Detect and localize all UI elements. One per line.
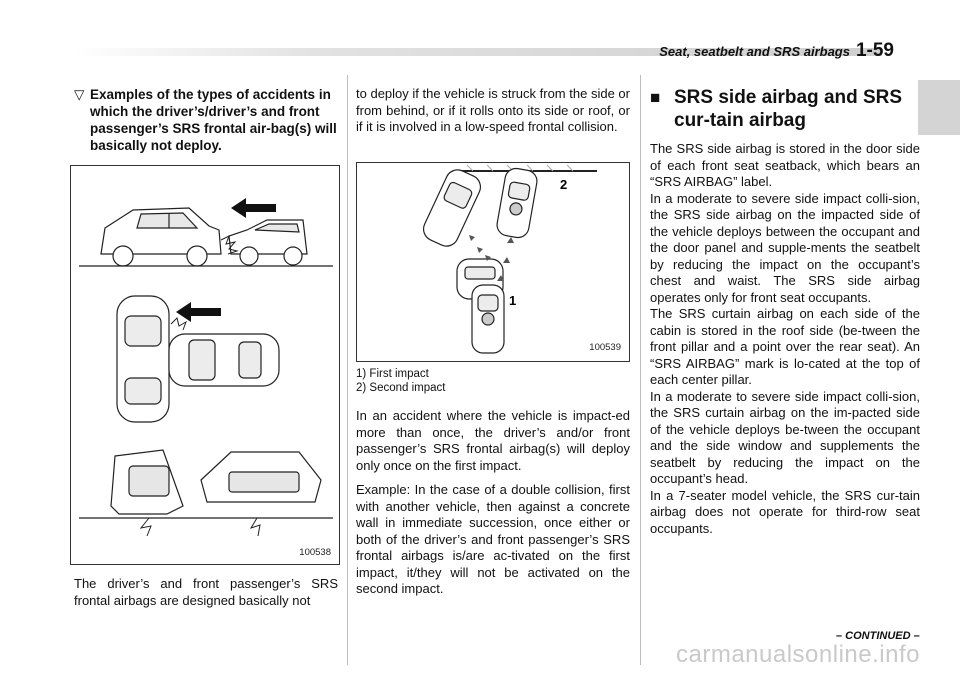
section-heading-text: SRS side airbag and SRS cur-tain airbag: [674, 87, 903, 131]
figure-label-1: 1: [509, 293, 517, 308]
chapter-tab: [918, 80, 960, 135]
left-text-block: [74, 576, 338, 609]
figure-accident-examples: [70, 165, 340, 565]
subheading-text: Examples of the types of accidents in which the driver’s/driver’s and front passenger’s SRS frontal air-bag(s) will basically not deploy.: [90, 87, 337, 153]
section-heading: [650, 86, 918, 132]
left-subheading: [74, 86, 344, 154]
collision-illustration: [357, 163, 629, 361]
caption-first-impact: 1) First impact: [356, 368, 429, 380]
column-divider: [640, 75, 641, 665]
triangle-marker-icon: ▽: [74, 87, 85, 102]
page-header: [659, 40, 894, 62]
accident-illustration: [71, 166, 339, 564]
column-divider: [347, 75, 348, 665]
body-paragraph: to deploy if the vehicle is struck from the side or from behind, or if it rolls onto its side or roof, or if it is involved in a low-speed frontal collision.: [356, 86, 630, 134]
body-paragraph: Example: In the case of a double collision, first with another vehicle, then against a concrete wall in immediate succession, once either or both of the driver’s and front passenger’s SRS frontal airbags is/are ac-tivated on the first impact, it/they will not be activated on the second impact.: [356, 482, 630, 596]
continued-marker: – CONTINUED –: [836, 630, 920, 642]
figure-label-2: 2: [560, 177, 568, 192]
right-text-block: [650, 141, 920, 537]
body-paragraph: In an accident where the vehicle is impact-ed more than once, the driver’s and/or front passenger’s SRS frontal airbag(s) will deploy only once on the first impact.: [356, 408, 630, 473]
watermark: carmanualsonline.info: [676, 641, 920, 668]
figure-captions: [356, 367, 446, 395]
square-bullet-icon: ■: [650, 88, 661, 107]
page-number: 1-59: [855, 40, 894, 61]
body-paragraph: The SRS side airbag is stored in the door side of each front seat seatback, which bears an “SRS AIRBAG” label. In a moderate to severe side impact colli-sion, the SRS side airbag on the impacted side of the vehicle deploys between the occupant and the door panel and supple-ments the seatbelt by reducing the impact on the occupant’s chest and waist. The SRS side airbag operates only for front seat occupants. The SRS curtain airbag on each side of the cabin is stored in the roof side (be-tween the front pillar and a point over the rear seat). An “SRS AIRBAG” mark is lo-cated at the top of each center pillar. In a moderate to severe side impact colli-sion, the SRS curtain airbag on the im-pacted side of the vehicle deploys be-tween the occupant and the side window and supplements the seatbelt by reducing the impact on the occupant’s head. In a 7-seater model vehicle, the SRS cur-tain airbag does not operate for third-row seat occupants.: [650, 141, 920, 536]
middle-text-block-top: [356, 86, 630, 136]
figure-id: 100539: [589, 342, 621, 353]
middle-text-block-bottom: [356, 408, 630, 598]
figure-id: 100538: [299, 547, 331, 558]
figure-double-collision: [356, 162, 630, 362]
body-paragraph: The driver’s and front passenger’s SRS frontal airbags are designed basically not: [74, 576, 338, 608]
section-title: Seat, seatbelt and SRS airbags: [659, 44, 850, 59]
caption-second-impact: 2) Second impact: [356, 382, 446, 394]
